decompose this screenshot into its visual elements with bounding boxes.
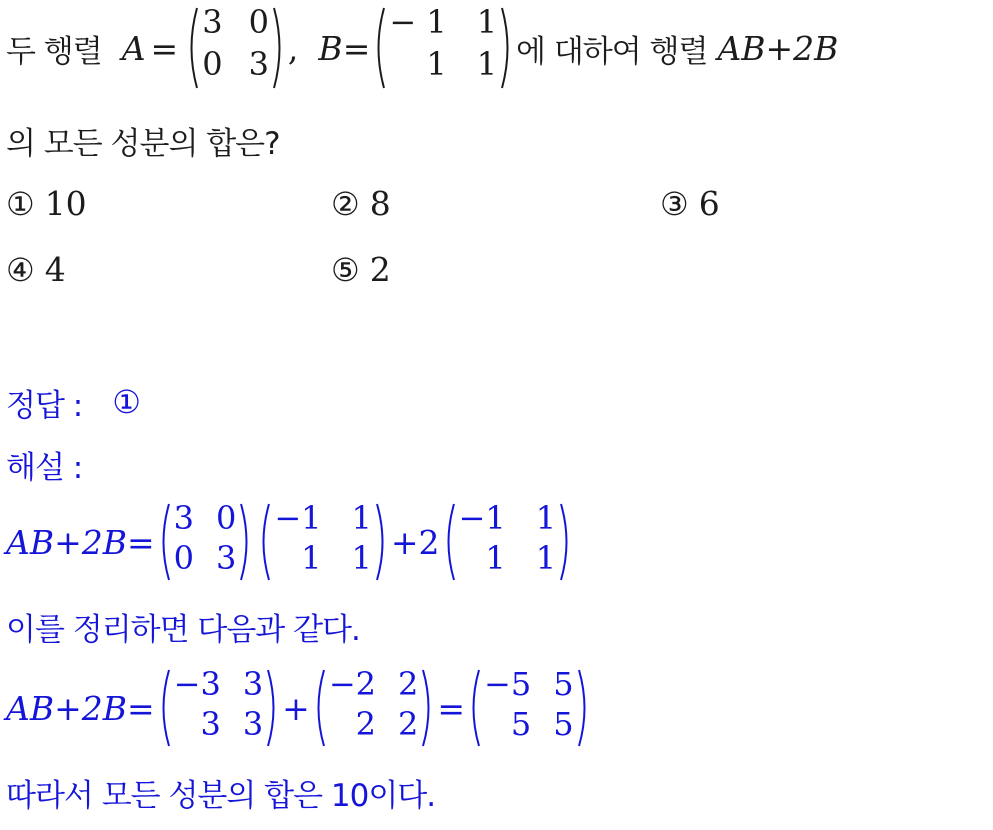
explanation-label-line — [6, 442, 82, 486]
explanation-equation-1 — [6, 500, 575, 584]
matrix-cell: −3 — [173, 665, 221, 703]
explanation-conclusion-line — [6, 770, 435, 814]
matrix-cell: 2 — [398, 665, 419, 703]
matrix-cell: −1 — [274, 499, 322, 537]
matrix-cell: 0 — [248, 3, 269, 41]
choice-value: 6 — [698, 184, 720, 223]
matrix-cell: 1 — [301, 539, 322, 577]
right-paren — [500, 6, 514, 90]
matrix-cell: 5 — [553, 705, 574, 743]
left-paren — [372, 6, 386, 90]
matrix-cell: 1 — [426, 45, 447, 83]
choice-5[interactable] — [331, 250, 391, 289]
matrix-cell: 1 — [535, 499, 557, 537]
matrix-cell: −5 — [484, 665, 532, 703]
left-paren — [257, 502, 271, 582]
eq1-plus-two: +2 — [390, 522, 440, 562]
question-target: AB+2B — [717, 28, 839, 68]
question-mid-text: 에 대하여 행렬 — [516, 33, 708, 70]
explanation-conclusion: 따라서 모든 성분의 합은 10이다. — [6, 777, 436, 814]
matrix-cell: 0 — [202, 45, 223, 83]
left-paren — [467, 668, 481, 748]
eq2-plus: + — [282, 688, 310, 728]
right-paren — [272, 6, 286, 90]
choice-value: 8 — [369, 184, 391, 223]
matrix-cell: 2 — [355, 705, 376, 743]
matrix-cell: −2 — [328, 665, 376, 703]
choice-value: 4 — [44, 250, 66, 289]
question-prefix: 두 행렬 — [6, 33, 102, 70]
explanation-mid-line — [6, 604, 360, 648]
right-paren — [577, 668, 591, 748]
eq2-matrix-2 — [312, 665, 436, 748]
right-paren — [375, 502, 389, 582]
matrix-cell: 1 — [351, 539, 372, 577]
matrix-cell: 5 — [553, 665, 574, 703]
answer-line — [6, 380, 151, 424]
right-paren — [559, 502, 573, 582]
question-line-1 — [6, 2, 838, 94]
eq2-lhs: AB+2B — [6, 688, 127, 728]
matrix-cell: 2 — [398, 705, 419, 743]
choice-mark: ④ — [6, 251, 35, 289]
question-line-2 — [6, 118, 280, 162]
matrix-cell: 3 — [242, 665, 264, 703]
left-paren — [312, 668, 326, 748]
matrix-cell: 1 — [476, 45, 498, 83]
matrix-cell: 1 — [485, 539, 506, 577]
left-paren — [157, 502, 171, 582]
explanation-mid-text: 이를 정리하면 다음과 같다. — [6, 611, 360, 648]
explanation-label: 해설 : — [6, 449, 83, 486]
eq1-lhs: AB+2B — [6, 522, 127, 562]
matrix-cell: 1 — [535, 539, 557, 577]
comma: , — [287, 28, 299, 68]
matrix-cell: 0 — [173, 539, 194, 577]
eq1-matrix-3 — [442, 499, 574, 582]
left-paren — [442, 502, 456, 582]
left-paren — [157, 668, 171, 748]
equals-sign: = — [342, 28, 371, 68]
choice-mark: ⑤ — [331, 251, 360, 289]
choice-2[interactable] — [331, 184, 391, 223]
eq2-equals-2: = — [437, 688, 466, 728]
choice-value: 10 — [44, 184, 87, 223]
explanation-equation-2 — [6, 666, 593, 750]
answer-label: 정답 : — [6, 387, 83, 424]
question-line-2-text: 의 모든 성분의 합은? — [6, 125, 280, 162]
eq2-equals: = — [126, 688, 155, 728]
matrix-cell: 1 — [351, 499, 372, 537]
matrix-cell: 5 — [510, 705, 532, 743]
choice-3[interactable] — [660, 184, 720, 223]
choice-value: 2 — [369, 250, 391, 289]
matrix-cell: 3 — [248, 45, 269, 83]
matrix-b — [372, 3, 514, 90]
right-paren — [239, 502, 253, 582]
eq1-matrix-2 — [257, 499, 389, 582]
eq1-equals: = — [126, 522, 155, 562]
matrix-b-label: B — [318, 28, 343, 68]
equals-sign: = — [150, 28, 179, 68]
choice-mark: ② — [331, 185, 360, 223]
eq2-matrix-3 — [467, 665, 591, 748]
right-paren — [266, 668, 280, 748]
left-paren — [185, 6, 199, 90]
choice-1[interactable] — [6, 184, 87, 223]
matrix-cell: 3 — [242, 705, 264, 743]
matrix-a — [185, 3, 286, 90]
matrix-cell: 3 — [202, 3, 223, 41]
eq2-matrix-1 — [157, 665, 281, 748]
choice-4[interactable] — [6, 250, 66, 289]
matrix-a-label: A — [121, 28, 146, 68]
eq1-matrix-1 — [157, 499, 254, 582]
matrix-cell: 1 — [476, 3, 498, 41]
matrix-cell: −1 — [458, 499, 506, 537]
answer-value: ① — [112, 383, 141, 421]
matrix-cell: − 1 — [389, 3, 447, 41]
matrix-cell: 3 — [200, 705, 221, 743]
matrix-cell: 0 — [216, 499, 237, 537]
matrix-cell: 3 — [173, 499, 194, 537]
right-paren — [421, 668, 435, 748]
choice-mark: ① — [6, 185, 35, 223]
matrix-cell: 3 — [216, 539, 237, 577]
choice-mark: ③ — [660, 185, 689, 223]
